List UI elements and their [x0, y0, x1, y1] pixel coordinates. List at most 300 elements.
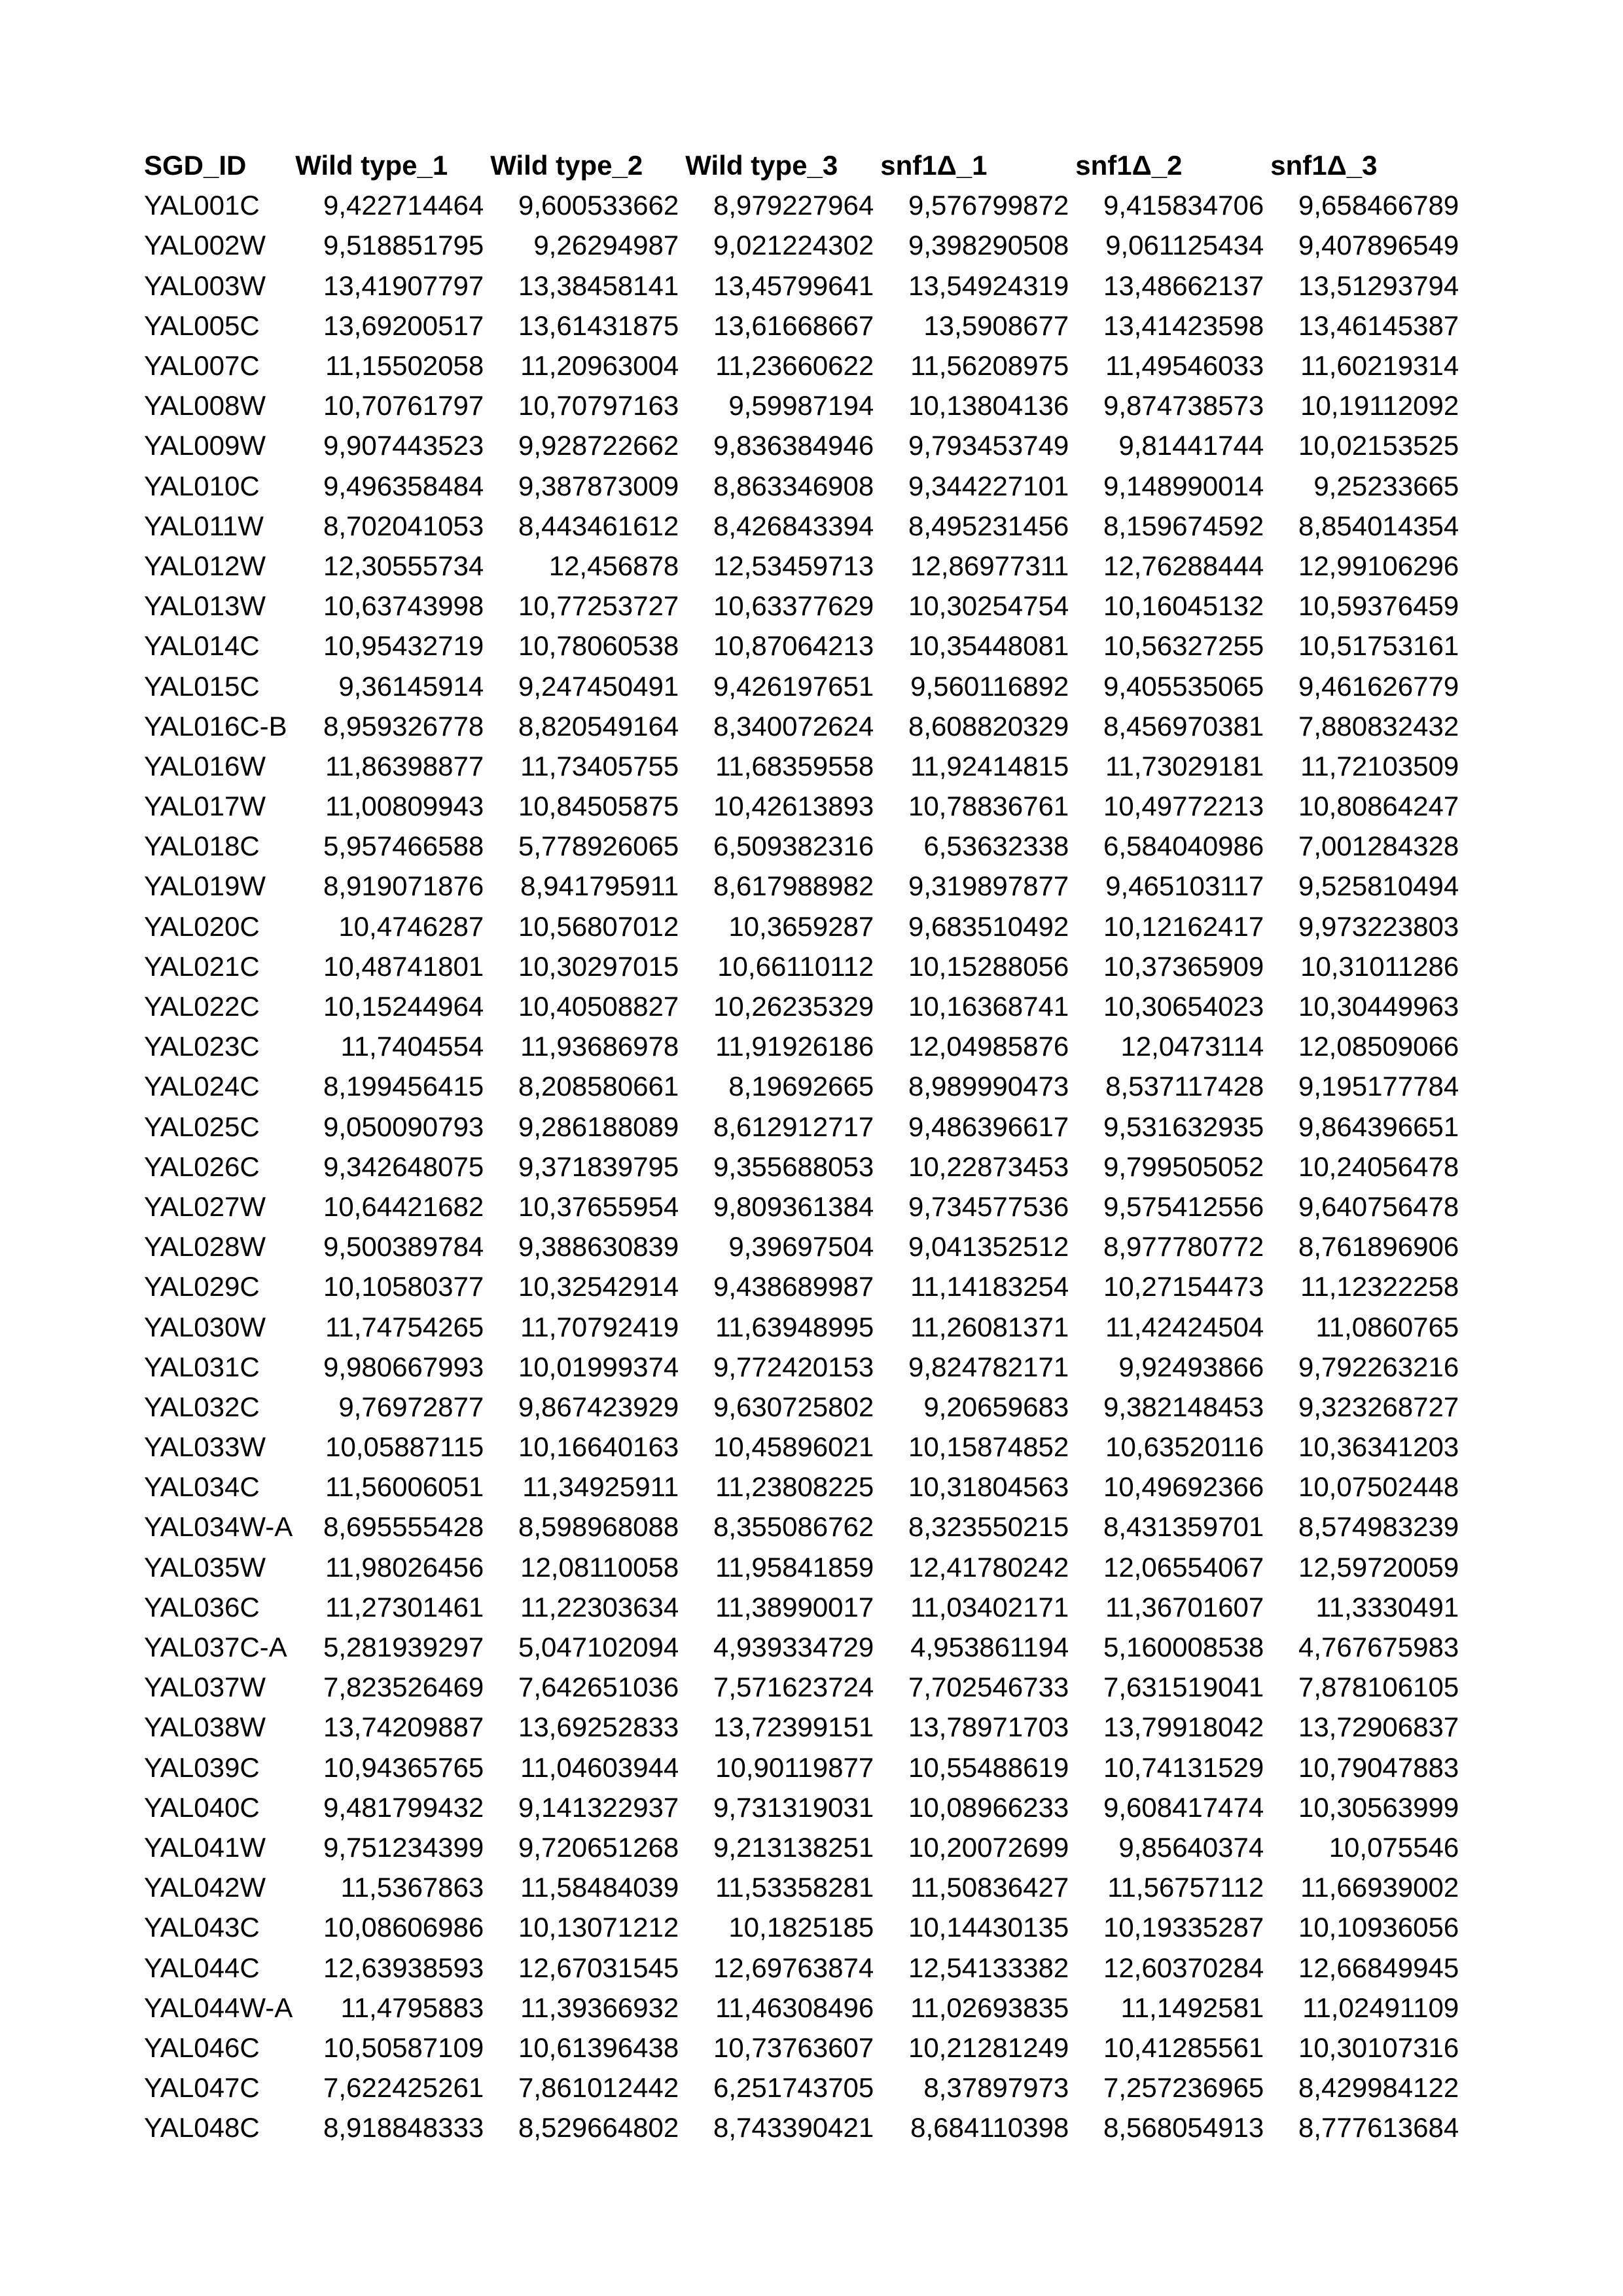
column-header-wild-type-2: Wild type_2 — [490, 150, 643, 181]
expression-value-cell: 9,355688053 — [713, 1151, 874, 1182]
expression-value-cell: 10,16368741 — [908, 991, 1069, 1022]
gene-id-cell: YAL034C — [144, 1471, 260, 1503]
expression-value-cell: 11,34925911 — [522, 1471, 679, 1503]
expression-value-cell: 11,74754265 — [325, 1311, 484, 1342]
expression-value-cell: 9,630725802 — [713, 1391, 874, 1422]
expression-value-cell: 10,56327255 — [1103, 630, 1264, 662]
expression-value-cell: 12,53459713 — [713, 550, 874, 581]
table-row — [143, 425, 1463, 465]
expression-value-cell: 10,56807012 — [518, 910, 679, 942]
expression-value-cell: 11,12322258 — [1300, 1271, 1459, 1302]
expression-value-cell: 10,50587109 — [323, 2032, 484, 2063]
expression-value-cell: 5,281939297 — [323, 1632, 484, 1663]
expression-value-cell: 9,342648075 — [323, 1151, 484, 1182]
expression-value-cell: 11,63948995 — [715, 1311, 874, 1342]
expression-value-cell: 10,1825185 — [728, 1912, 874, 1943]
expression-value-cell: 9,323268727 — [1298, 1391, 1459, 1422]
table-row — [143, 946, 1463, 986]
expression-value-cell: 11,20963004 — [520, 350, 679, 382]
expression-value-cell: 7,001284328 — [1298, 831, 1459, 862]
expression-value-cell: 9,407896549 — [1298, 230, 1459, 261]
expression-value-cell: 10,87064213 — [713, 630, 874, 662]
table-row — [143, 2108, 1463, 2147]
expression-value-cell: 4,939334729 — [713, 1632, 874, 1663]
expression-value-cell: 10,12162417 — [1103, 910, 1264, 942]
expression-value-cell: 8,456970381 — [1103, 710, 1264, 742]
expression-value-cell: 10,22873453 — [908, 1151, 1069, 1182]
expression-value-cell: 9,371839795 — [518, 1151, 679, 1182]
expression-value-cell: 10,49692366 — [1103, 1471, 1264, 1503]
expression-value-cell: 13,79918042 — [1103, 1712, 1264, 1743]
table-row — [143, 586, 1463, 626]
expression-value-cell: 12,08509066 — [1298, 1031, 1459, 1062]
expression-value-cell: 10,19335287 — [1103, 1912, 1264, 1943]
expression-value-cell: 9,683510492 — [908, 910, 1069, 942]
table-body — [143, 185, 1463, 2147]
expression-value-cell: 11,92414815 — [910, 750, 1069, 781]
expression-value-cell: 11,72103509 — [1300, 750, 1459, 781]
expression-value-cell: 8,199456415 — [323, 1071, 484, 1102]
spreadsheet — [143, 145, 1463, 2147]
table-row — [143, 1266, 1463, 1306]
expression-value-cell: 8,495231456 — [908, 510, 1069, 541]
gene-id-cell: YAL038W — [144, 1712, 266, 1743]
expression-value-cell: 8,702041053 — [323, 510, 484, 541]
expression-value-cell: 11,4795883 — [340, 1992, 484, 2023]
table-row — [143, 1347, 1463, 1387]
expression-value-cell: 10,16045132 — [1103, 590, 1264, 622]
expression-value-cell: 10,08606986 — [323, 1912, 484, 1943]
expression-value-cell: 9,973223803 — [1298, 910, 1459, 942]
expression-value-cell: 7,257236965 — [1103, 2072, 1264, 2104]
expression-value-cell: 9,734577536 — [908, 1191, 1069, 1222]
table-row — [143, 1306, 1463, 1346]
column-header-wild-type-3: Wild type_3 — [685, 150, 838, 181]
expression-value-cell: 13,41907797 — [323, 270, 484, 301]
expression-value-cell: 9,486396617 — [908, 1111, 1069, 1142]
table-row — [143, 1907, 1463, 1947]
table-row — [143, 1066, 1463, 1106]
expression-value-cell: 11,98026456 — [325, 1551, 484, 1583]
expression-value-cell: 10,30254754 — [908, 590, 1069, 622]
expression-value-cell: 10,30449963 — [1298, 991, 1459, 1022]
gene-id-cell: YAL011W — [144, 510, 264, 541]
expression-value-cell: 11,50836427 — [910, 1872, 1069, 1903]
expression-value-cell: 4,767675983 — [1298, 1632, 1459, 1663]
gene-id-cell: YAL025C — [144, 1111, 260, 1142]
expression-value-cell: 8,443461612 — [518, 510, 679, 541]
table-row — [143, 1947, 1463, 1987]
gene-id-cell: YAL013W — [144, 590, 266, 622]
expression-value-cell: 10,40508827 — [518, 991, 679, 1022]
expression-value-cell: 13,61668667 — [713, 310, 874, 341]
expression-value-cell: 9,195177784 — [1298, 1071, 1459, 1102]
expression-value-cell: 10,70761797 — [323, 390, 484, 422]
expression-value-cell: 8,761896906 — [1298, 1231, 1459, 1263]
expression-value-cell: 10,63520116 — [1105, 1431, 1264, 1463]
expression-value-cell: 11,15502058 — [325, 350, 484, 382]
expression-value-cell: 10,84505875 — [518, 791, 679, 822]
expression-value-cell: 12,69763874 — [713, 1952, 874, 1983]
expression-value-cell: 10,73763607 — [713, 2032, 874, 2063]
expression-value-cell: 10,26235329 — [713, 991, 874, 1022]
gene-id-cell: YAL014C — [144, 630, 260, 662]
gene-id-cell: YAL019W — [144, 870, 266, 902]
expression-value-cell: 8,959326778 — [323, 710, 484, 742]
expression-value-cell: 12,67031545 — [518, 1952, 679, 1983]
expression-value-cell: 9,213138251 — [713, 1831, 874, 1863]
expression-value-cell: 8,340072624 — [713, 710, 874, 742]
table-row — [143, 1026, 1463, 1066]
gene-id-cell: YAL040C — [144, 1791, 260, 1823]
expression-value-cell: 9,387873009 — [518, 470, 679, 501]
gene-id-cell: YAL032C — [144, 1391, 260, 1422]
table-row — [143, 706, 1463, 746]
expression-value-cell: 9,85640374 — [1118, 1831, 1264, 1863]
expression-value-cell: 10,15244964 — [323, 991, 484, 1022]
expression-value-cell: 7,878106105 — [1298, 1672, 1459, 1703]
expression-value-cell: 11,56208975 — [910, 350, 1069, 382]
expression-value-cell: 9,518851795 — [323, 230, 484, 261]
expression-value-cell: 10,77253727 — [518, 590, 679, 622]
expression-value-cell: 9,772420153 — [713, 1351, 874, 1382]
gene-id-cell: YAL042W — [144, 1872, 266, 1903]
expression-value-cell: 10,02153525 — [1298, 430, 1459, 461]
expression-value-cell: 10,31804563 — [908, 1471, 1069, 1503]
gene-id-cell: YAL016W — [144, 750, 266, 781]
expression-value-cell: 10,94365765 — [323, 1751, 484, 1783]
expression-value-cell: 10,20072699 — [908, 1831, 1069, 1863]
expression-value-cell: 8,208580661 — [518, 1071, 679, 1102]
table-row — [143, 1787, 1463, 1827]
table-row — [143, 1627, 1463, 1667]
expression-value-cell: 8,37897973 — [923, 2072, 1069, 2104]
expression-value-cell: 9,907443523 — [323, 430, 484, 461]
expression-value-cell: 5,160008538 — [1103, 1632, 1264, 1663]
expression-value-cell: 13,54924319 — [908, 270, 1069, 301]
expression-value-cell: 9,500389784 — [323, 1231, 484, 1263]
expression-value-cell: 10,075546 — [1329, 1831, 1459, 1863]
expression-value-cell: 7,823526469 — [323, 1672, 484, 1703]
expression-value-cell: 10,30654023 — [1103, 991, 1264, 1022]
expression-value-cell: 10,66110112 — [717, 950, 874, 982]
expression-value-cell: 9,836384946 — [713, 430, 874, 461]
expression-value-cell: 10,90119877 — [715, 1751, 874, 1783]
expression-value-cell: 11,7404554 — [340, 1031, 484, 1062]
expression-value-cell: 11,73029181 — [1105, 750, 1264, 781]
expression-value-cell: 8,820549164 — [518, 710, 679, 742]
expression-value-cell: 12,41780242 — [908, 1551, 1069, 1583]
expression-value-cell: 13,74209887 — [323, 1712, 484, 1743]
expression-value-cell: 10,30563999 — [1298, 1791, 1459, 1823]
expression-value-cell: 11,22303634 — [520, 1591, 679, 1623]
gene-id-cell: YAL048C — [144, 2112, 260, 2144]
expression-value-cell: 10,19112092 — [1300, 390, 1459, 422]
gene-id-cell: YAL026C — [144, 1151, 260, 1182]
expression-value-cell: 11,86398877 — [325, 750, 484, 781]
expression-value-cell: 11,53358281 — [715, 1872, 874, 1903]
expression-value-cell: 8,568054913 — [1103, 2112, 1264, 2144]
expression-value-cell: 9,438689987 — [713, 1271, 874, 1302]
gene-id-cell: YAL037C-A — [144, 1632, 287, 1663]
expression-value-cell: 10,32542914 — [518, 1271, 679, 1302]
table-row — [143, 266, 1463, 306]
gene-id-cell: YAL018C — [144, 831, 260, 862]
table-row — [143, 1587, 1463, 1627]
expression-value-cell: 12,06554067 — [1103, 1551, 1264, 1583]
expression-value-cell: 6,251743705 — [713, 2072, 874, 2104]
expression-value-cell: 11,42424504 — [1105, 1311, 1264, 1342]
expression-value-cell: 11,93686978 — [520, 1031, 679, 1062]
expression-value-cell: 10,4746287 — [338, 910, 484, 942]
expression-value-cell: 12,76288444 — [1103, 550, 1264, 581]
expression-value-cell: 10,63377629 — [713, 590, 874, 622]
table-row — [143, 1547, 1463, 1587]
expression-value-cell: 10,49772213 — [1103, 791, 1264, 822]
expression-value-cell: 10,31011286 — [1300, 950, 1459, 982]
expression-value-cell: 13,78971703 — [908, 1712, 1069, 1743]
expression-value-cell: 11,04603944 — [520, 1751, 679, 1783]
table-row — [143, 2028, 1463, 2068]
expression-value-cell: 8,617988982 — [713, 870, 874, 902]
gene-id-cell: YAL016C-B — [144, 710, 287, 742]
expression-value-cell: 10,21281249 — [908, 2032, 1069, 2063]
expression-value-cell: 9,247450491 — [518, 670, 679, 702]
expression-value-cell: 10,30297015 — [518, 950, 679, 982]
expression-value-cell: 11,26081371 — [910, 1311, 1069, 1342]
expression-value-cell: 9,799505052 — [1103, 1151, 1264, 1182]
expression-value-cell: 10,95432719 — [323, 630, 484, 662]
expression-value-cell: 9,286188089 — [518, 1111, 679, 1142]
table-row — [143, 1507, 1463, 1547]
expression-value-cell: 9,792263216 — [1298, 1351, 1459, 1382]
expression-value-cell: 11,36701607 — [1105, 1591, 1264, 1623]
table-row — [143, 626, 1463, 666]
expression-value-cell: 10,35448081 — [908, 630, 1069, 662]
column-header-sgd-id: SGD_ID — [144, 150, 247, 181]
expression-value-cell: 13,51293794 — [1298, 270, 1459, 301]
gene-id-cell: YAL034W-A — [144, 1511, 293, 1543]
expression-value-cell: 10,15288056 — [908, 950, 1069, 982]
table-row — [143, 1867, 1463, 1907]
expression-value-cell: 9,76972877 — [338, 1391, 484, 1422]
expression-value-cell: 5,047102094 — [518, 1632, 679, 1663]
expression-value-cell: 9,426197651 — [713, 670, 874, 702]
expression-value-cell: 11,00809943 — [325, 791, 484, 822]
expression-value-cell: 10,59376459 — [1298, 590, 1459, 622]
expression-value-cell: 10,13804136 — [908, 390, 1069, 422]
expression-value-cell: 11,27301461 — [325, 1591, 484, 1623]
expression-value-cell: 8,355086762 — [713, 1511, 874, 1543]
expression-value-cell: 9,061125434 — [1105, 230, 1264, 261]
expression-value-cell: 11,5367863 — [340, 1872, 484, 1903]
expression-value-cell: 8,743390421 — [713, 2112, 874, 2144]
expression-value-cell: 13,48662137 — [1103, 270, 1264, 301]
gene-id-cell: YAL008W — [144, 390, 266, 422]
table-row — [143, 866, 1463, 906]
expression-value-cell: 9,575412556 — [1103, 1191, 1264, 1222]
table-row — [143, 826, 1463, 866]
expression-value-cell: 9,36145914 — [338, 670, 484, 702]
expression-value-cell: 10,80864247 — [1298, 791, 1459, 822]
expression-value-cell: 10,30107316 — [1298, 2032, 1459, 2063]
expression-value-cell: 10,42613893 — [713, 791, 874, 822]
table-row — [143, 1988, 1463, 2028]
expression-value-cell: 10,08966233 — [908, 1791, 1069, 1823]
expression-value-cell: 9,141322937 — [518, 1791, 679, 1823]
expression-value-cell: 8,777613684 — [1298, 2112, 1459, 2144]
expression-value-cell: 9,319897877 — [908, 870, 1069, 902]
expression-value-cell: 9,92493866 — [1118, 1351, 1264, 1382]
expression-value-cell: 11,02491109 — [1302, 1992, 1459, 2023]
expression-value-cell: 10,01999374 — [518, 1351, 679, 1382]
expression-value-cell: 7,702546733 — [908, 1672, 1069, 1703]
table-row — [143, 986, 1463, 1026]
gene-id-cell: YAL036C — [144, 1591, 260, 1623]
expression-value-cell: 11,0860765 — [1315, 1311, 1459, 1342]
expression-value-cell: 10,13071212 — [518, 1912, 679, 1943]
expression-value-cell: 9,824782171 — [908, 1351, 1069, 1382]
expression-value-cell: 10,78836761 — [908, 791, 1069, 822]
table-row — [143, 306, 1463, 346]
expression-value-cell: 7,861012442 — [518, 2072, 679, 2104]
gene-id-cell: YAL001C — [144, 190, 260, 221]
expression-value-cell: 6,509382316 — [713, 831, 874, 862]
table-row — [143, 906, 1463, 946]
expression-value-cell: 13,45799641 — [713, 270, 874, 301]
expression-value-cell: 4,953861194 — [910, 1632, 1069, 1663]
expression-value-cell: 10,37655954 — [518, 1191, 679, 1222]
expression-value-cell: 11,91926186 — [715, 1031, 874, 1062]
table-row — [143, 786, 1463, 826]
gene-id-cell: YAL009W — [144, 430, 266, 461]
expression-value-cell: 11,23808225 — [715, 1471, 874, 1503]
expression-value-cell: 8,854014354 — [1298, 510, 1459, 541]
gene-id-cell: YAL035W — [144, 1551, 266, 1583]
gene-id-cell: YAL020C — [144, 910, 260, 942]
expression-value-cell: 8,612912717 — [713, 1111, 874, 1142]
gene-id-cell: YAL012W — [144, 550, 266, 581]
expression-value-cell: 12,66849945 — [1298, 1952, 1459, 1983]
expression-table — [143, 145, 1463, 2147]
table-row — [143, 225, 1463, 265]
expression-value-cell: 11,95841859 — [715, 1551, 874, 1583]
column-header-snf1-1: snf1Δ_1 — [880, 150, 988, 181]
expression-value-cell: 9,461626779 — [1298, 670, 1459, 702]
expression-value-cell: 9,867423929 — [518, 1391, 679, 1422]
expression-value-cell: 9,864396651 — [1298, 1111, 1459, 1142]
expression-value-cell: 5,778926065 — [518, 831, 679, 862]
table-row — [143, 346, 1463, 386]
gene-id-cell: YAL046C — [144, 2032, 260, 2063]
expression-value-cell: 9,20659683 — [923, 1391, 1069, 1422]
gene-id-cell: YAL031C — [144, 1351, 260, 1382]
expression-value-cell: 9,720651268 — [518, 1831, 679, 1863]
expression-value-cell: 9,422714464 — [323, 190, 484, 221]
expression-value-cell: 10,63743998 — [323, 590, 484, 622]
expression-value-cell: 8,863346908 — [713, 470, 874, 501]
table-row — [143, 666, 1463, 706]
gene-id-cell: YAL037W — [144, 1672, 266, 1703]
table-row — [143, 185, 1463, 225]
expression-value-cell: 9,382148453 — [1103, 1391, 1264, 1422]
gene-id-cell: YAL010C — [144, 470, 260, 501]
expression-value-cell: 13,5908677 — [923, 310, 1069, 341]
expression-value-cell: 9,415834706 — [1103, 190, 1264, 221]
expression-value-cell: 11,14183254 — [910, 1271, 1069, 1302]
expression-value-cell: 8,19692665 — [728, 1071, 874, 1102]
gene-id-cell: YAL027W — [144, 1191, 266, 1222]
expression-value-cell: 9,39697504 — [728, 1231, 874, 1263]
table-row — [143, 1187, 1463, 1227]
expression-value-cell: 7,880832432 — [1298, 710, 1459, 742]
expression-value-cell: 10,78060538 — [518, 630, 679, 662]
expression-value-cell: 13,41423598 — [1103, 310, 1264, 341]
expression-value-cell: 11,73405755 — [520, 750, 679, 781]
expression-value-cell: 10,36341203 — [1298, 1431, 1459, 1463]
gene-id-cell: YAL039C — [144, 1751, 260, 1783]
table-row — [143, 1707, 1463, 1747]
gene-id-cell: YAL041W — [144, 1831, 266, 1863]
gene-id-cell: YAL047C — [144, 2072, 260, 2104]
expression-value-cell: 12,456878 — [548, 550, 679, 581]
expression-value-cell: 13,46145387 — [1298, 310, 1459, 341]
expression-value-cell: 6,53632338 — [923, 831, 1069, 862]
gene-id-cell: YAL007C — [144, 350, 260, 382]
expression-value-cell: 13,61431875 — [518, 310, 679, 341]
expression-value-cell: 10,10936056 — [1298, 1912, 1459, 1943]
expression-value-cell: 11,66939002 — [1300, 1872, 1459, 1903]
expression-value-cell: 9,658466789 — [1298, 190, 1459, 221]
expression-value-cell: 10,3659287 — [728, 910, 874, 942]
expression-value-cell: 10,55488619 — [908, 1751, 1069, 1783]
expression-value-cell: 11,46308496 — [715, 1992, 874, 2023]
expression-value-cell: 13,72906837 — [1298, 1712, 1459, 1743]
gene-id-cell: YAL002W — [144, 230, 266, 261]
expression-value-cell: 10,10580377 — [323, 1271, 484, 1302]
expression-value-cell: 11,60219314 — [1300, 350, 1459, 382]
expression-value-cell: 10,14430135 — [908, 1912, 1069, 1943]
expression-value-cell: 8,695555428 — [323, 1511, 484, 1543]
expression-value-cell: 9,793453749 — [908, 430, 1069, 461]
expression-value-cell: 10,37365909 — [1103, 950, 1264, 982]
expression-value-cell: 13,72399151 — [713, 1712, 874, 1743]
expression-value-cell: 9,021224302 — [713, 230, 874, 261]
expression-value-cell: 8,537117428 — [1105, 1071, 1264, 1102]
table-row — [143, 386, 1463, 425]
expression-value-cell: 10,15874852 — [908, 1431, 1069, 1463]
expression-value-cell: 9,26294987 — [533, 230, 679, 261]
expression-value-cell: 13,69252833 — [518, 1712, 679, 1743]
expression-value-cell: 8,919071876 — [323, 870, 484, 902]
expression-value-cell: 9,388630839 — [518, 1231, 679, 1263]
expression-value-cell: 9,344227101 — [908, 470, 1069, 501]
expression-value-cell: 10,07502448 — [1298, 1471, 1459, 1503]
gene-id-cell: YAL015C — [144, 670, 260, 702]
expression-value-cell: 12,04985876 — [908, 1031, 1069, 1062]
expression-value-cell: 8,323550215 — [908, 1511, 1069, 1543]
expression-value-cell: 9,531632935 — [1103, 1111, 1264, 1142]
expression-value-cell: 9,148990014 — [1103, 470, 1264, 501]
expression-value-cell: 12,63938593 — [323, 1952, 484, 1983]
gene-id-cell: YAL043C — [144, 1912, 260, 1943]
expression-value-cell: 8,159674592 — [1103, 510, 1264, 541]
expression-value-cell: 9,809361384 — [713, 1191, 874, 1222]
expression-value-cell: 10,61396438 — [518, 2032, 679, 2063]
expression-value-cell: 10,51753161 — [1298, 630, 1459, 662]
expression-value-cell: 12,08110058 — [520, 1551, 679, 1583]
expression-value-cell: 8,989990473 — [908, 1071, 1069, 1102]
